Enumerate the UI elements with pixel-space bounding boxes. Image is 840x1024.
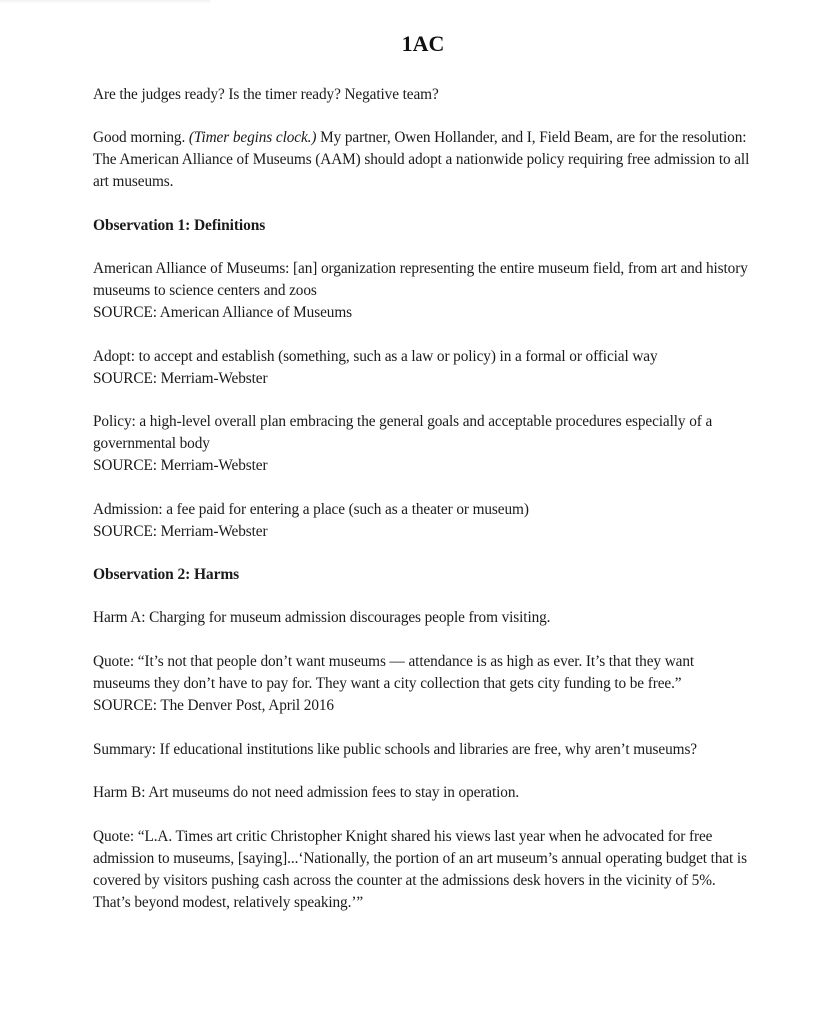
quote-a: Quote: “It’s not that people don’t want museums — attendance is as high as ever. It’s that they want museums they don’t have to pay for. They want a city collection that gets city funding to be free.” bbox=[93, 653, 695, 692]
definition-aam bbox=[93, 258, 753, 324]
document-title: 1AC bbox=[401, 31, 445, 56]
quote-b: Quote: “L.A. Times art critic Christopher Knight shared his views last year when he advocated for free admission to museums, [saying]...‘Nationally, the portion of an art museum’s annual operating budget that is covered by visitors pushing cash across the counter at the admissions desk hovers in the vicinity of 5%. That’s beyond modest, relatively speaking.’” bbox=[93, 828, 747, 911]
observation-2-heading: Observation 2: Harms bbox=[93, 566, 240, 583]
definition-admission bbox=[93, 499, 753, 543]
opening-paragraph bbox=[93, 127, 753, 193]
definition-policy bbox=[93, 411, 753, 477]
intro-paragraph bbox=[93, 84, 753, 106]
summary-block bbox=[93, 739, 753, 761]
definition-text: American Alliance of Museums: [an] organization representing the entire museum field, from art and history museums to science centers and zoos bbox=[93, 260, 748, 299]
harm-b-block bbox=[93, 782, 753, 804]
definition-source: SOURCE: Merriam-Webster bbox=[93, 523, 268, 540]
definition-text: Policy: a high-level overall plan embracing the general goals and acceptable procedures especially of a governmental body bbox=[93, 413, 713, 452]
stage-direction: (Timer begins clock.) bbox=[188, 129, 317, 146]
definition-text: Admission: a fee paid for entering a place (such as a theater or museum) bbox=[93, 501, 529, 518]
definition-source: SOURCE: Merriam-Webster bbox=[93, 370, 268, 387]
quote-a-block bbox=[93, 651, 753, 717]
observation-1-heading: Observation 1: Definitions bbox=[93, 217, 266, 234]
observation-2-heading-block bbox=[93, 564, 753, 586]
opening-lead: Good morning. bbox=[93, 129, 189, 146]
page-edge-shadow bbox=[0, 0, 210, 4]
intro-line: Are the judges ready? Is the timer ready? Negative team? bbox=[93, 86, 439, 103]
definition-text: Adopt: to accept and establish (something, such as a law or policy) in a formal or official way bbox=[93, 348, 658, 365]
definition-source: SOURCE: American Alliance of Museums bbox=[93, 304, 352, 321]
definition-source: SOURCE: Merriam-Webster bbox=[93, 457, 268, 474]
definition-adopt bbox=[93, 346, 753, 390]
opening-text: My partner, Owen Hollander, and I, Field Beam, are for the resolution: The American Alliance of Museums (AAM) should adopt a nationwide policy requiring free admission to all art museums. bbox=[93, 129, 750, 190]
harm-b: Harm B: Art museums do not need admission fees to stay in operation. bbox=[93, 784, 520, 801]
harm-a: Harm A: Charging for museum admission discourages people from visiting. bbox=[93, 609, 551, 626]
observation-1-heading-block bbox=[93, 215, 753, 237]
quote-b-block bbox=[93, 826, 753, 914]
summary: Summary: If educational institutions like public schools and libraries are free, why aren’t museums? bbox=[93, 741, 697, 758]
source-a: SOURCE: The Denver Post, April 2016 bbox=[93, 697, 334, 714]
harm-a-block bbox=[93, 607, 753, 629]
